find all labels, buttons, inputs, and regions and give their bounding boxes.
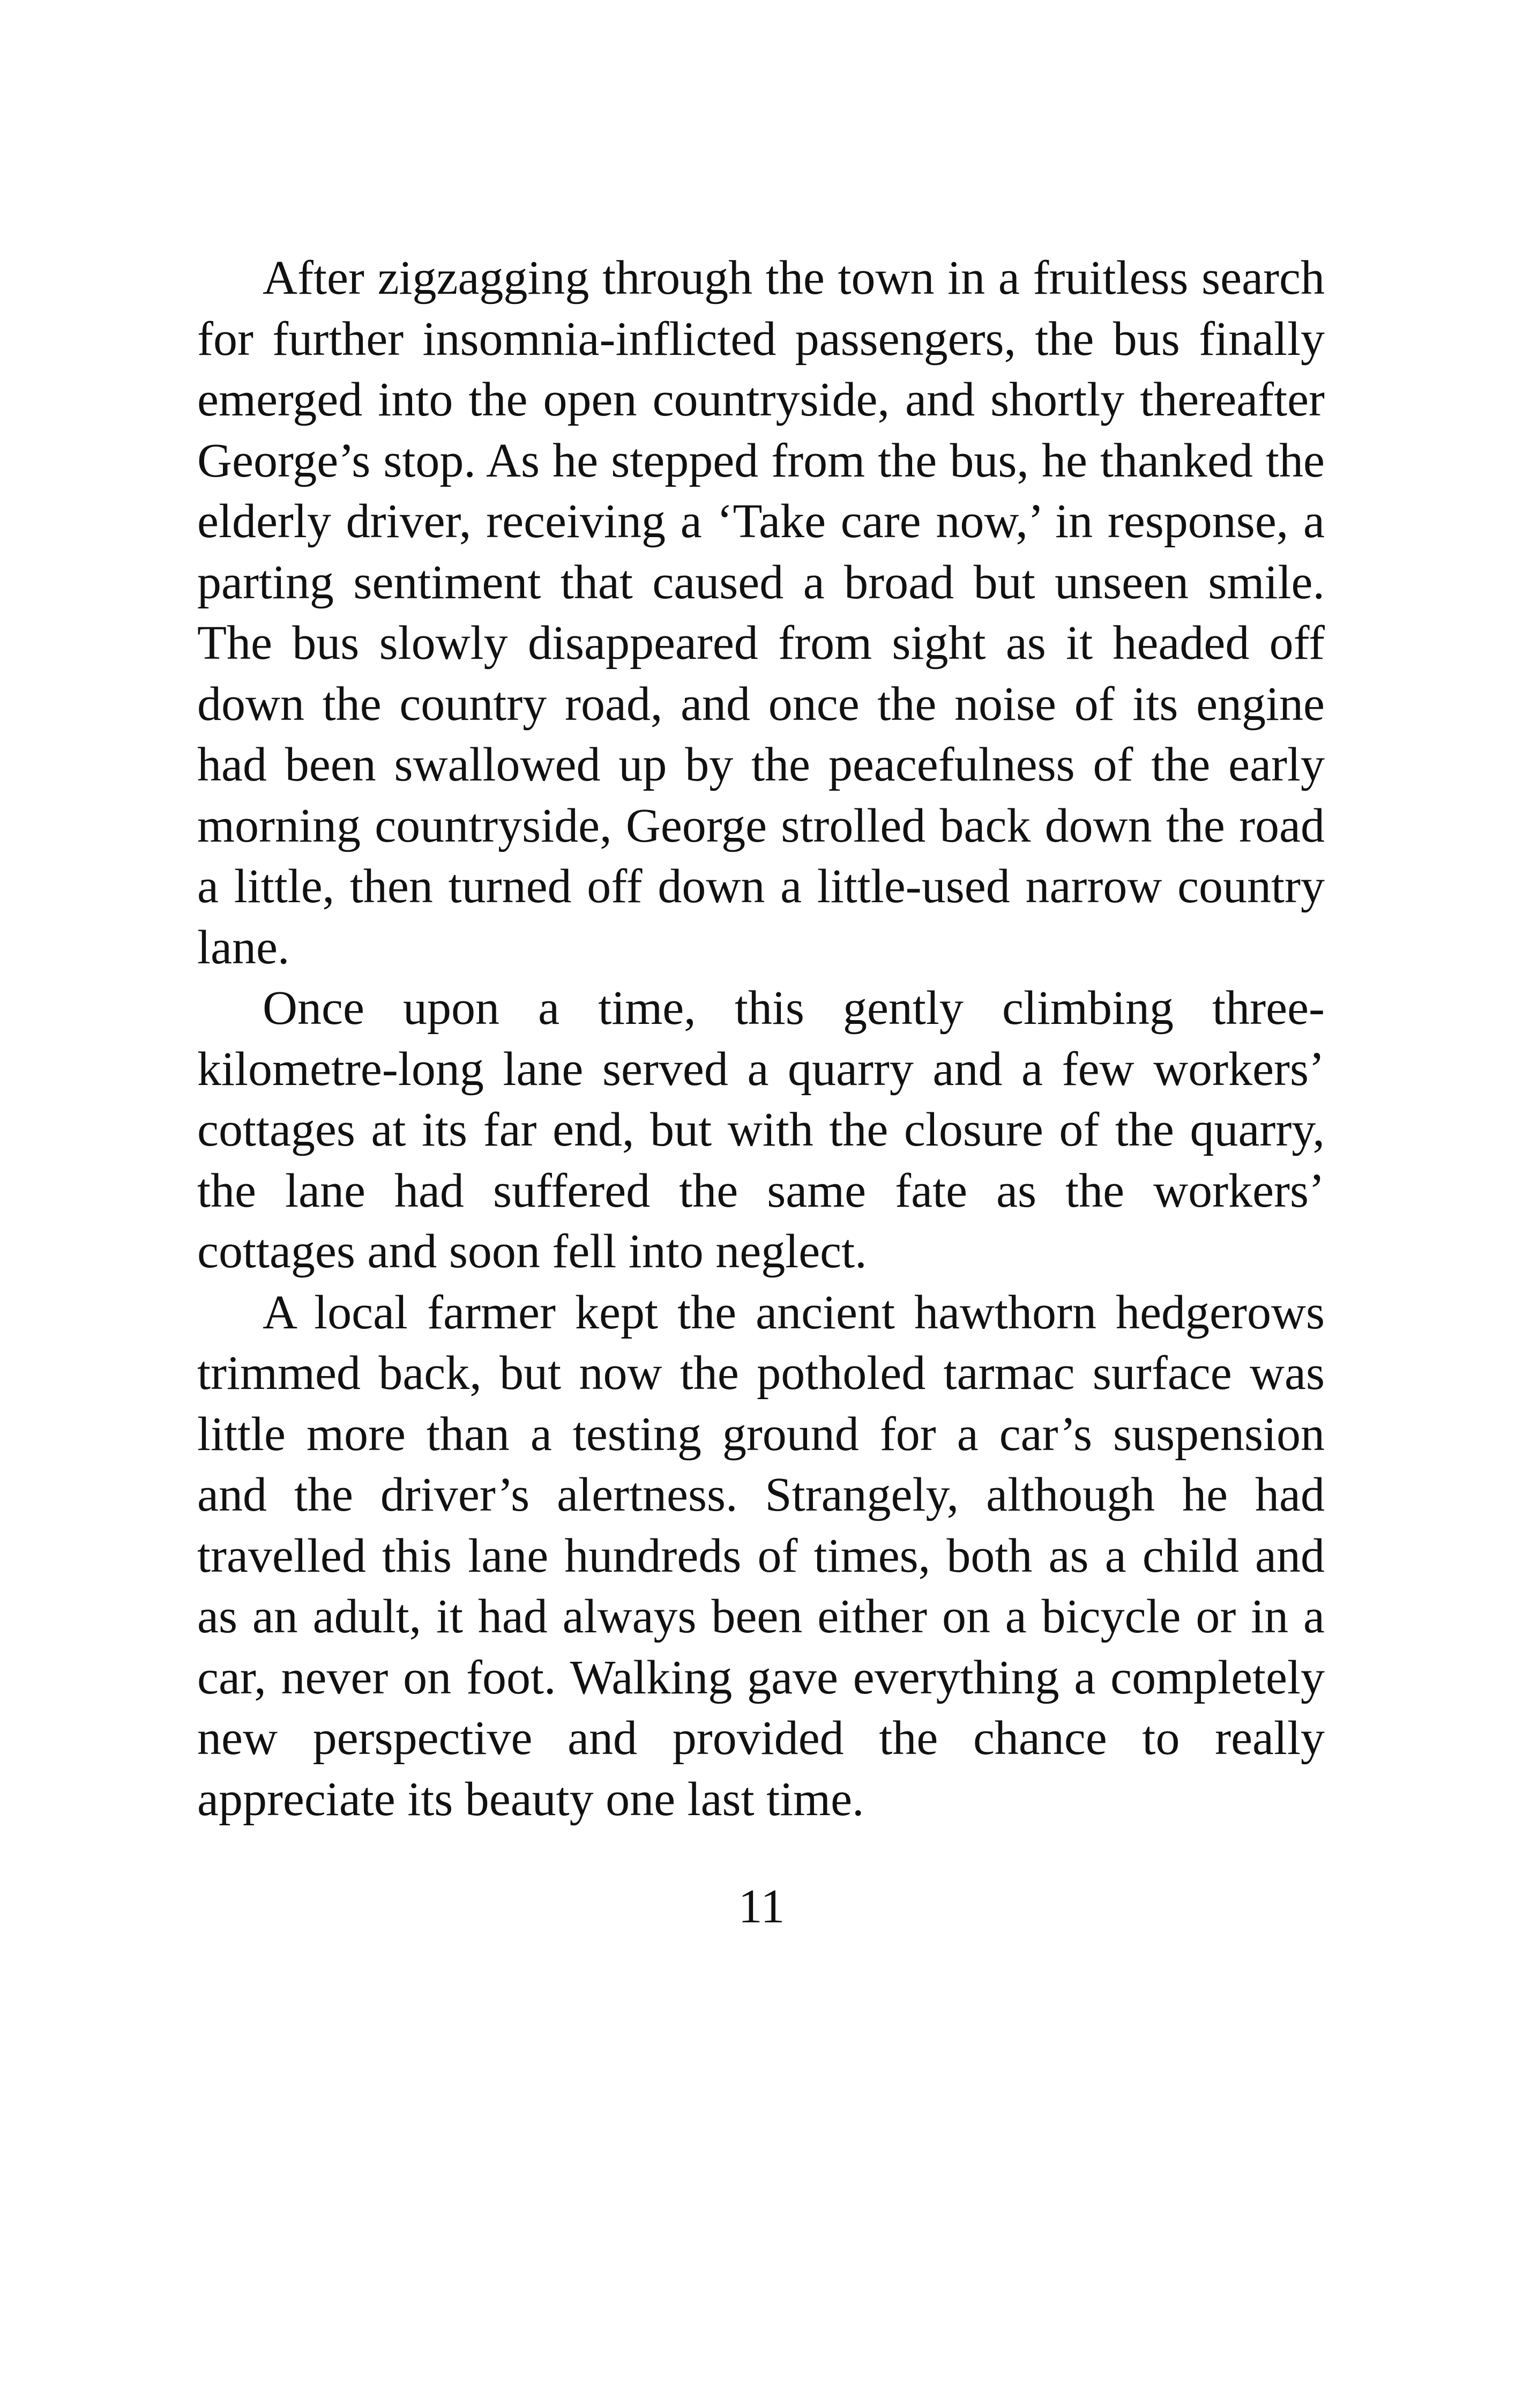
page-number: 11 [738, 1880, 785, 1933]
body-text [197, 248, 1325, 1830]
paragraph-3: A local farmer kept the ancient hawthorn hedgerows trimmed back, but now the potholed tarmac surface was little more than a testing ground for a car’s suspension and the driver’s alertness. Strangely, although he had travelled this lane hundreds of times, both as a child and as an adult, it had always been either on a bicycle or in a car, never on foot. Walking gave everything a completely new perspective and provided the chance to really appreciate its beauty one last time. [197, 1285, 1325, 1826]
paragraph-2: Once upon a time, this gently climbing three-kilometre-long lane served a quarry and a few workers’ cottages at its far end, but with the closure of the quarry, the lane had suffered the same fate as the workers’ cottages and soon fell into neglect. [197, 982, 1325, 1278]
paragraph-1: After zigzagging through the town in a fruitless search for further insomnia-inflicted passengers, the bus finally emerged into the open countryside, and shortly thereafter George’s stop. As he stepped from the bus, he thanked the elderly driver, receiving a ‘Take care now,’ in response, a parting sentiment that caused a broad but unseen smile. The bus slowly disappeared from sight as it headed off down the country road, and once the noise of its engine had been swallowed up by the peacefulness of the early morning countryside, George strolled back down the road a little, then turned off down a little-used narrow country lane. [197, 251, 1325, 974]
